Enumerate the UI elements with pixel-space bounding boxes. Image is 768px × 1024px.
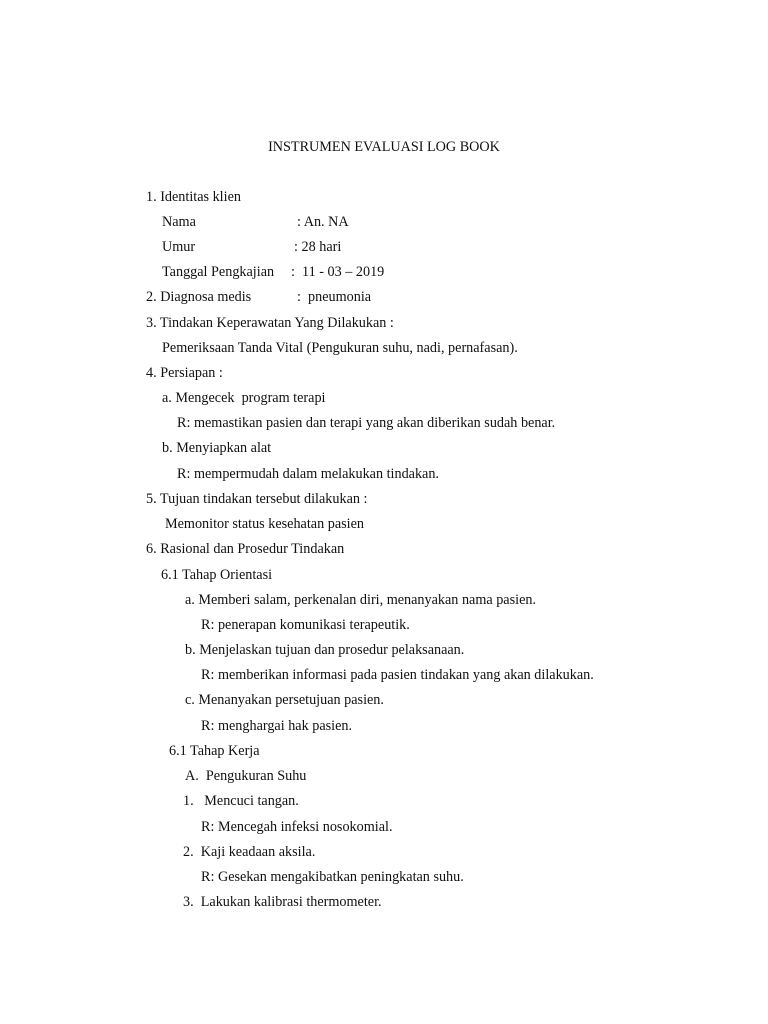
section-4-heading: 4. Persiapan : xyxy=(146,365,223,381)
kerja-item-1-rationale: R: Mencegah infeksi nosokomial. xyxy=(201,819,393,835)
section-1-heading: 1. Identitas klien xyxy=(146,189,241,205)
section-3-heading: 3. Tindakan Keperawatan Yang Dilakukan : xyxy=(146,315,394,331)
section-6-heading: 6. Rasional dan Prosedur Tindakan xyxy=(146,541,345,557)
section-2-value: : pneumonia xyxy=(297,289,372,305)
persiapan-item-a: a. Mengecek program terapi xyxy=(162,390,326,406)
orientasi-item-a: a. Memberi salam, perkenalan diri, menanyakan nama pasien. xyxy=(185,592,537,608)
document-title: INSTRUMEN EVALUASI LOG BOOK xyxy=(268,139,500,155)
persiapan-item-a-rationale: R: memastikan pasien dan terapi yang akan diberikan sudah benar. xyxy=(177,415,556,431)
kerja-heading: 6.1 Tahap Kerja xyxy=(169,743,260,759)
section-3-text: Pemeriksaan Tanda Vital (Pengukuran suhu, nadi, pernafasan). xyxy=(162,340,518,356)
kerja-item-2-rationale: R: Gesekan mengakibatkan peningkatan suhu. xyxy=(201,869,464,885)
orientasi-item-c-rationale: R: menghargai hak pasien. xyxy=(201,718,353,734)
umur-label: Umur xyxy=(162,239,196,255)
orientasi-heading: 6.1 Tahap Orientasi xyxy=(161,567,273,583)
persiapan-item-b: b. Menyiapkan alat xyxy=(162,440,272,456)
tanggal-value: : 11 - 03 – 2019 xyxy=(291,264,385,280)
orientasi-item-b: b. Menjelaskan tujuan dan prosedur pelaksanaan. xyxy=(185,642,465,658)
nama-label: Nama xyxy=(162,214,196,230)
orientasi-item-a-rationale: R: penerapan komunikasi terapeutik. xyxy=(201,617,410,633)
section-2-label: 2. Diagnosa medis xyxy=(146,289,252,305)
kerja-item-1: 1. Mencuci tangan. xyxy=(183,793,299,809)
kerja-item-3: 3. Lakukan kalibrasi thermometer. xyxy=(183,894,382,910)
tanggal-label: Tanggal Pengkajian xyxy=(162,264,275,280)
persiapan-item-b-rationale: R: mempermudah dalam melakukan tindakan. xyxy=(177,466,439,482)
kerja-item-2: 2. Kaji keadaan aksila. xyxy=(183,844,316,860)
orientasi-item-b-rationale: R: memberikan informasi pada pasien tindakan yang akan dilakukan. xyxy=(201,667,594,683)
kerja-sub-a: A. Pengukuran Suhu xyxy=(185,768,307,784)
section-5-text: Memonitor status kesehatan pasien xyxy=(165,516,364,532)
nama-value: : An. NA xyxy=(297,214,349,230)
section-5-heading: 5. Tujuan tindakan tersebut dilakukan : xyxy=(146,491,368,507)
umur-value: : 28 hari xyxy=(294,239,342,255)
orientasi-item-c: c. Menanyakan persetujuan pasien. xyxy=(185,692,384,708)
